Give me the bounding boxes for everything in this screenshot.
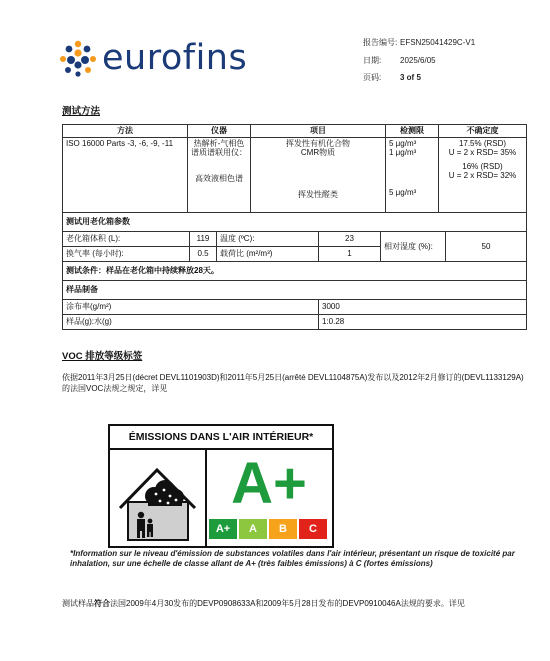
header-uncertainty: 不确定度 <box>439 125 527 138</box>
table-row <box>63 315 527 330</box>
report-number: 报告编号: EFSN25041429C-V1 <box>363 38 476 47</box>
section-title-voc: VOC 排放等级标签 <box>62 351 143 362</box>
grade-text: A+ <box>231 451 307 516</box>
eurofins-logo <box>58 36 248 80</box>
methods-table <box>62 124 527 213</box>
load-label: 载荷比 (m²/m³) <box>217 247 319 262</box>
table-row <box>63 300 527 315</box>
house-panel <box>110 450 207 546</box>
volume-value: 119 <box>190 232 217 247</box>
report-date: 日期: 2025/6/05 <box>363 56 436 65</box>
scale-a-plus: A+ <box>209 519 237 539</box>
air-value: 0.5 <box>190 247 217 262</box>
uncertainty-cell: 17.5% (RSD) U = 2 x RSD= 35% 16% (RSD) U = 2 x RSD= 32% <box>439 137 527 212</box>
compliance-paragraph: 测试样品符合法国2009年4月30发布的DEVP0908633A和2009年5月28日发布的DEVP0910046A法规的要求。详见 <box>62 599 465 608</box>
test-condition: 测试条件：样品在老化箱中持续释放28天。 <box>63 262 527 281</box>
prep-title: 样品制备 <box>63 281 527 300</box>
header-instrument: 仪器 <box>188 125 251 138</box>
header-method: 方法 <box>63 125 188 138</box>
label-header: ÉMISSIONS DANS L'AIR INTÉRIEUR* <box>128 431 314 443</box>
coating-value: 3000 <box>319 300 527 315</box>
ratio-value: 1:0.28 <box>319 315 527 330</box>
item-cell: 挥发性有机化合物 CMR物质 挥发性醛类 <box>251 137 386 212</box>
temp-label: 温度 (ºC): <box>217 232 319 247</box>
coating-label: 涂布率(g/m²) <box>63 300 319 315</box>
table-row <box>63 232 527 247</box>
scale-a: A <box>239 519 267 539</box>
house-icon <box>110 450 205 546</box>
air-label: 换气率 (每小时): <box>63 247 190 262</box>
grade-scale <box>209 519 327 539</box>
humidity-value: 50 <box>446 232 527 262</box>
temp-value: 23 <box>319 232 381 247</box>
regulation-paragraph: 依据2011年3月25日(décret DEVL1101903D)和2011年5月25日(arrêté DEVL1104875A)发布以及2012年2月修订的(DEVL1133129A)的法国VOC法规之规定，详见 <box>62 373 524 393</box>
method-cell: ISO 16000 Parts -3, -6, -9, -11 <box>63 137 188 212</box>
instrument-cell: 热解析-气相色谱质谱联用仪： 高效液相色谱 <box>188 137 251 212</box>
header-item: 项目 <box>251 125 386 138</box>
table-header-row <box>63 125 527 138</box>
section-title-methods: 测试方法 <box>62 106 101 117</box>
header-limit: 检测限 <box>386 125 439 138</box>
volume-label: 老化箱体积 (L): <box>63 232 190 247</box>
chamber-title: 测试用老化箱参数 <box>63 213 527 232</box>
logo-text: eurofins <box>102 38 248 78</box>
ratio-label: 样品(g):水(g) <box>63 315 319 330</box>
page-number: 页码: 3 of 5 <box>363 73 421 82</box>
scale-c: C <box>299 519 327 539</box>
load-value: 1 <box>319 247 381 262</box>
eurofins-dots-icon <box>58 40 98 78</box>
voc-emission-label <box>108 424 334 548</box>
scale-b: B <box>269 519 297 539</box>
limit-cell: 5 μg/m³ 1 μg/m³ 5 μg/m³ <box>386 137 439 212</box>
humidity-label: 相对湿度 (%): <box>381 232 446 262</box>
table-row <box>63 137 527 212</box>
chamber-table <box>62 212 527 330</box>
label-footnote: *Information sur le niveau d'émission de substances volatiles dans l'air intérieur, présentant un risque de toxicité par inhalation, sur une échelle de classe allant de A+ (très faibles émissions) à C (fortes émissions) <box>70 549 515 568</box>
